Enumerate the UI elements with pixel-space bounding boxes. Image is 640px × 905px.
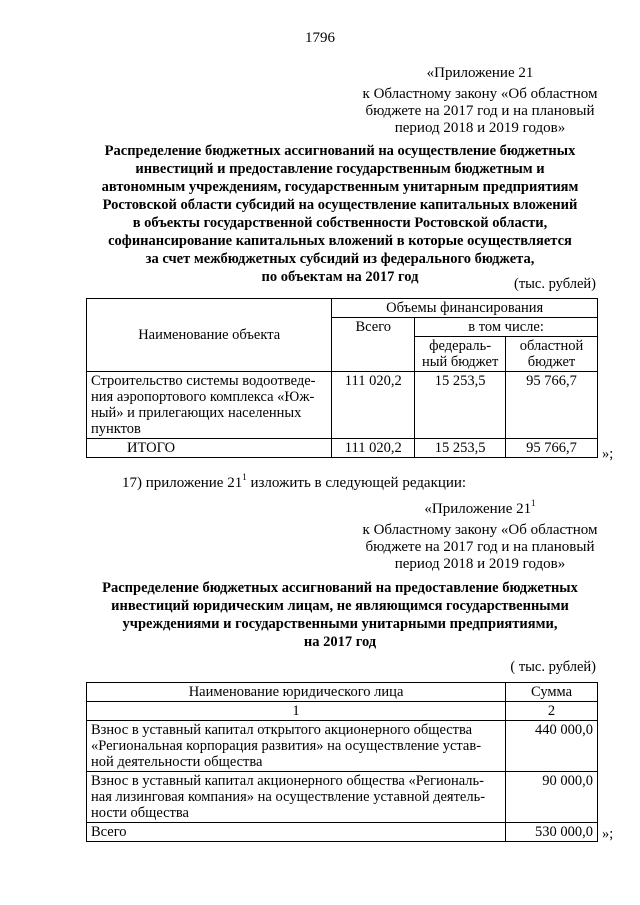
itogo-label: ИТОГО xyxy=(87,439,332,458)
title-line: Ростовской области субсидий на осуществление капитальных вложений xyxy=(102,197,578,213)
instruction-text: 17) приложение 21 xyxy=(122,475,243,491)
row-sum: 90 000,0 xyxy=(506,772,598,823)
entities-table xyxy=(86,682,598,842)
row-regional: 95 766,7 xyxy=(506,372,598,439)
row-name-line: пунктов xyxy=(91,421,141,437)
row-name-line: ная лизинговая компания» на осуществление уставной деятель- xyxy=(91,789,486,805)
row-total: 111 020,2 xyxy=(332,372,415,439)
row-name-line: ности общества xyxy=(91,805,189,821)
instruction-text: изложить в следующей редакции: xyxy=(246,475,467,491)
itogo-total: 111 020,2 xyxy=(332,439,415,458)
col-header-total: Всего xyxy=(332,318,415,372)
unit-label: ( тыс. рублей) xyxy=(510,659,596,675)
itogo-regional: 95 766,7 xyxy=(506,439,598,458)
row-name-line: ния аэропортового комплекса «Юж- xyxy=(91,389,315,405)
annex-header-line: период 2018 и 2019 годов» xyxy=(394,120,566,136)
annex-header-line: «Приложение 21 xyxy=(426,65,534,81)
annex-header-line: бюджете на 2017 год и на плановый xyxy=(365,539,595,555)
title-line: Распределение бюджетных ассигнований на предоставление бюджетных xyxy=(102,580,578,596)
row-name xyxy=(87,372,332,439)
itogo-federal: 15 253,5 xyxy=(415,439,506,458)
title-line: инвестиций юридическим лицам, не являющимся государственными xyxy=(111,598,569,614)
col-header-line: бюджет xyxy=(527,354,576,370)
annex-header-line: к Областному закону «Об областном xyxy=(362,86,598,102)
total-sum: 530 000,0 xyxy=(506,823,598,842)
col-index: 2 xyxy=(506,702,598,721)
table-row-total xyxy=(87,439,598,458)
amendment-instruction xyxy=(122,472,467,492)
title-line: инвестиций и предоставление государственным бюджетным и xyxy=(135,161,545,177)
row-name-line: ный» и прилегающих населенных xyxy=(91,405,302,421)
title-line: по объектам на 2017 год xyxy=(261,269,419,285)
table-row xyxy=(87,372,598,439)
row-name-line: Взнос в уставный капитал открытого акционерного общества xyxy=(91,722,473,738)
row-sum: 440 000,0 xyxy=(506,721,598,772)
col-header-federal xyxy=(415,337,506,372)
title-line: Распределение бюджетных ассигнований на осуществление бюджетных xyxy=(104,143,576,159)
annex-header xyxy=(330,498,630,518)
col-header-line: областной xyxy=(519,338,584,354)
col-header-volumes: Объемы финансирования xyxy=(332,299,598,318)
annex-header-line: период 2018 и 2019 годов» xyxy=(394,556,566,572)
annex-header xyxy=(330,65,630,82)
row-name-line: Взнос в уставный капитал акционерного общества «Региональ- xyxy=(91,773,484,789)
row-federal: 15 253,5 xyxy=(415,372,506,439)
table-row xyxy=(87,772,598,823)
annex-header-line: к Областному закону «Об областном xyxy=(362,522,598,538)
col-header-regional xyxy=(506,337,598,372)
title-line: автономным учреждениям, государственным унитарным предприятиям xyxy=(101,179,579,195)
closing-quote: »; xyxy=(602,446,614,462)
col-header-entity: Наименование юридического лица xyxy=(87,683,506,702)
col-header-name: Наименование объекта xyxy=(87,299,332,372)
row-name-line: ной деятельности общества xyxy=(91,754,263,770)
col-header-incl: в том числе: xyxy=(415,318,598,337)
row-name-line: «Региональная корпорация развития» на осуществление устав- xyxy=(91,738,482,754)
annex-header-sub xyxy=(330,86,630,137)
title-line: в объекты государственной собственности Ростовской области, xyxy=(132,215,548,231)
table-row xyxy=(87,721,598,772)
annex-header-line: «Приложение 21 xyxy=(424,501,532,517)
title-line: учреждениями и государственными унитарными предприятиями, xyxy=(122,616,558,632)
section-title xyxy=(80,579,600,651)
instruction-sup: 1 xyxy=(242,472,247,482)
col-header-line: ный бюджет xyxy=(421,354,499,370)
row-name xyxy=(87,772,506,823)
annex-header-sup: 1 xyxy=(531,498,536,508)
row-name xyxy=(87,721,506,772)
annex-header-sub xyxy=(330,522,630,573)
page-number: 1796 xyxy=(305,30,335,46)
col-header-sum: Сумма xyxy=(506,683,598,702)
row-name-line: Строительство системы водоотведе- xyxy=(91,373,316,389)
title-line: на 2017 год xyxy=(303,634,377,650)
col-header-line: федераль- xyxy=(429,338,492,354)
table-row-total xyxy=(87,823,598,842)
total-label: Всего xyxy=(87,823,506,842)
objects-table xyxy=(86,298,598,458)
annex-header-line: бюджете на 2017 год и на плановый xyxy=(365,103,595,119)
unit-label: (тыс. рублей) xyxy=(514,276,596,292)
section-title xyxy=(80,142,600,286)
closing-quote: »; xyxy=(602,826,614,842)
col-index: 1 xyxy=(87,702,506,721)
title-line: софинансирование капитальных вложений в которые осуществляется xyxy=(108,233,572,249)
title-line: за счет межбюджетных субсидий из федерального бюджета, xyxy=(145,251,535,267)
